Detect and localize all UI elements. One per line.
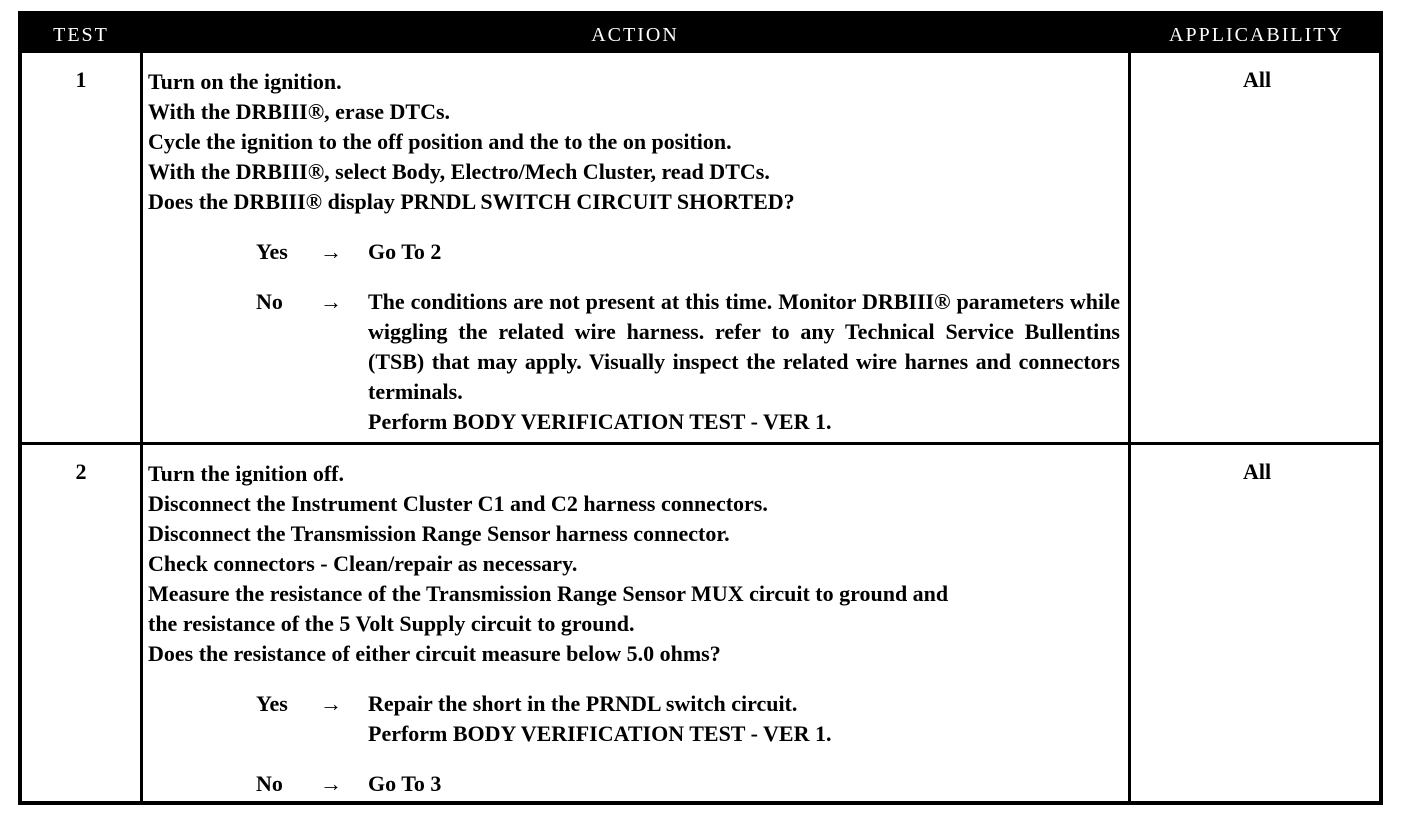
branch-line: Go To 2: [368, 239, 442, 264]
step-text: Measure the resistance of the Transmission Range Sensor MUX circuit to ground and: [148, 581, 949, 606]
header-applicability: APPLICABILITY: [1169, 24, 1344, 46]
step-text: Turn on the ignition.: [148, 69, 342, 94]
branch-label: No: [256, 289, 283, 314]
branch-line: Go To 3: [368, 771, 442, 796]
action-cell: [148, 67, 1126, 437]
right-arrow-icon: →: [320, 289, 342, 314]
test-number: 1: [75, 67, 87, 92]
diagnostic-table: [18, 11, 1383, 805]
branch-text: [368, 287, 1120, 437]
step-text: With the DRBIII®, erase DTCs.: [148, 99, 451, 124]
branch-line: Perform BODY VERIFICATION TEST - VER 1.: [368, 409, 832, 434]
test-number: 2: [75, 459, 87, 484]
branch-yes: [256, 689, 1126, 749]
step-text: Cycle the ignition to the off position and the to the on position.: [148, 129, 732, 154]
branch-line: Perform BODY VERIFICATION TEST - VER 1.: [368, 721, 832, 746]
header-action: ACTION: [591, 24, 679, 46]
branch-text: [368, 689, 1120, 749]
step-text: Does the resistance of either circuit measure below 5.0 ohms?: [148, 641, 721, 666]
table-row-test-2: [22, 445, 1379, 805]
step-text: Disconnect the Instrument Cluster C1 and C2 harness connectors.: [148, 491, 768, 516]
branch-label: Yes: [256, 691, 288, 716]
branch-no: [256, 287, 1126, 437]
applicability-value: All: [1242, 67, 1272, 92]
step-text: Check connectors - Clean/repair as necessary.: [148, 551, 578, 576]
step-text: With the DRBIII®, select Body, Electro/Mech Cluster, read DTCs.: [148, 159, 770, 184]
branch-line: The conditions are not present at this time. Monitor DRBIII® parameters while wiggling the related wire harness. refer to any Technical Service Bullentins (TSB) that may apply. Visually inspect the related wire harnes and connectors terminals.: [368, 289, 1120, 404]
step-text: Disconnect the Transmission Range Sensor harness connector.: [148, 521, 730, 546]
branch-text: [368, 237, 1120, 267]
branch-yes: [256, 237, 1126, 267]
header-test: TEST: [53, 24, 109, 46]
branch-text: [368, 769, 1120, 799]
table-header: [22, 15, 1379, 53]
step-text: the resistance of the 5 Volt Supply circuit to ground.: [148, 611, 635, 636]
action-cell: [148, 459, 1126, 799]
right-arrow-icon: →: [320, 691, 342, 716]
right-arrow-icon: →: [320, 771, 342, 796]
table-row-test-1: [22, 53, 1379, 445]
branch-label: No: [256, 771, 283, 796]
applicability-value: All: [1242, 459, 1272, 484]
branch-line: Repair the short in the PRNDL switch circuit.: [368, 691, 798, 716]
right-arrow-icon: →: [320, 239, 342, 264]
branch-label: Yes: [256, 239, 288, 264]
step-text: Does the DRBIII® display PRNDL SWITCH CIRCUIT SHORTED?: [148, 189, 795, 214]
step-text: Turn the ignition off.: [148, 461, 345, 486]
branch-no: [256, 769, 1126, 799]
